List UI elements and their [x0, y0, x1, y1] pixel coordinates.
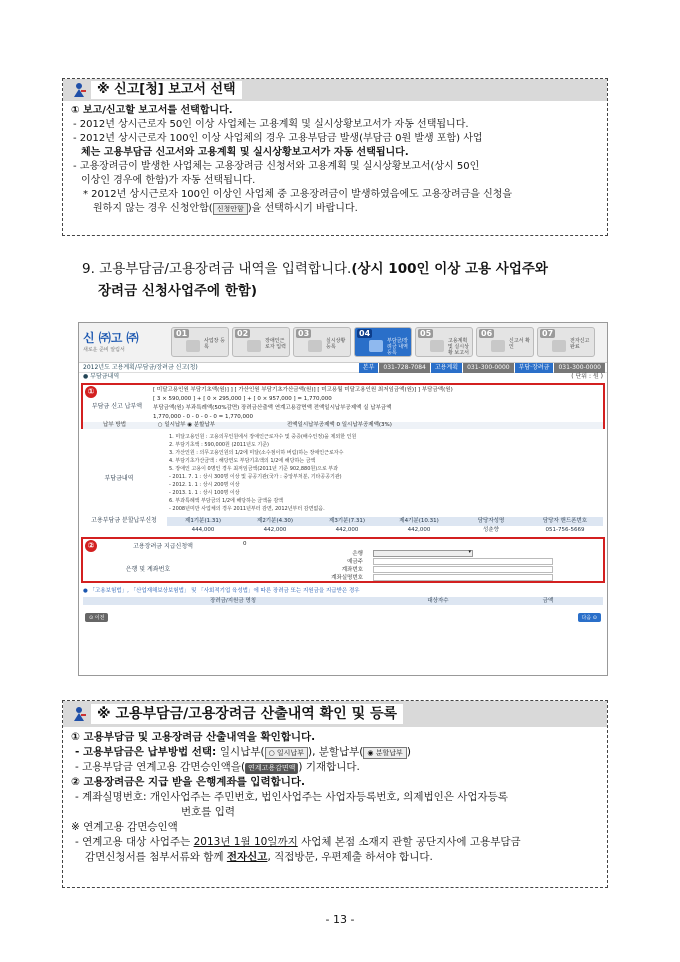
levy-formula-head: [ 미달고용인원 부담기초액(원)] ] [ 가산인원 부담기초가산금액(원)] [ 미고용월 미달고용인원 최저임금액(원)] ] 부담금액(원) [153, 387, 453, 393]
subtitle-text: ● 부담금내역 [83, 373, 120, 380]
quarter-head: 제2기분(4.30) [257, 518, 293, 524]
no-apply-button-sample: 신청안함 [213, 203, 248, 215]
pointer-figure-icon [71, 82, 87, 98]
step-icon [186, 340, 200, 352]
step-label: 부담금/장려금 내역등록 [387, 338, 409, 356]
bank-field-label: 계좌실명번호 [331, 575, 363, 581]
detail-line: 1. 미달고용인원 : 고용의무인원에서 장애인근로자수 및 중증(배수인정)을 제외한 인원 [169, 434, 357, 440]
levy-formula-values: [ 3 × 590,000 ] + [ 0 × 295,000 ] + [ 0 × 957,000 ] = 1,770,000 [153, 396, 332, 402]
detail-line: - 2008년미만 사업체의 경우 2011년부터 감면, 2012년부터 감면없음. [169, 506, 325, 512]
contact-tab: 고용계획 [431, 363, 462, 373]
account-number-input[interactable] [373, 566, 553, 573]
bank-field-label: 은행 [352, 551, 363, 557]
contact-tab: 본부 [359, 363, 379, 373]
highlight-frame-1 [81, 383, 605, 429]
quarter-value: 442,000 [263, 527, 287, 533]
form-screenshot [78, 322, 608, 676]
text-span: 사업체 본점 소재지 관할 공단지사에 고용부담금 [297, 836, 521, 848]
detail-line: - 2012. 1. 1 : 상시 200명 이상 [169, 482, 240, 488]
quarter-head: 제1기분(1.31) [185, 518, 221, 524]
text-line: 이상인 경우에 한함)가 자동 선택됩니다. [81, 175, 256, 186]
unit-label: ( 단위 : 원 ) [571, 373, 603, 380]
chevron-down-icon: ▾ [468, 549, 471, 555]
next-icon: ⊙ [591, 615, 597, 621]
quarter-value: 442,000 [407, 527, 431, 533]
column-header: 금액 [542, 598, 554, 604]
text-span: 원하지 않는 경우 신청안함( [93, 203, 213, 214]
contact-tab: 031-728-7084 [379, 363, 430, 373]
text-line [71, 850, 599, 865]
text-span: - 연계고용 대상 사업주는 [75, 836, 194, 848]
column-header: 장려금/지원금 명칭 [209, 598, 257, 604]
quarter-head: 제3기분(7.31) [329, 518, 365, 524]
logo [83, 329, 139, 353]
step-tab-03[interactable] [293, 327, 351, 357]
detail-line: - 2013. 1. 1 : 상시 100명 이상 [169, 490, 240, 496]
text-span: ) [406, 746, 411, 758]
incentive-value: 0 [243, 541, 247, 547]
text-span: ) 기재합니다. [298, 761, 360, 773]
text-line: 번호를 입력 [181, 806, 236, 818]
step-label: 고용계획 및 실시상황 보고서 [448, 338, 469, 356]
step-label: 신고서 확인 [509, 338, 530, 350]
contact-phone: 051-756-5669 [545, 527, 585, 533]
step-number: 07 [542, 329, 554, 338]
detail-line: 3. 가산인원 : 의무고용인원의 1/2에 미달(소수점이하 버림)하는 장애인근로자수 [169, 450, 344, 456]
text-line: - 고용장려금이 발생한 사업체는 고용장려금 신청서와 고용계획 및 실시상황보고서(상시 50인 [73, 161, 480, 172]
step-tab-02[interactable] [232, 327, 290, 357]
lump-sum-radio-sample: ○ 일시납부 [265, 747, 308, 759]
step-tab-04[interactable] [354, 327, 412, 357]
step-label: 사업장 등록 [204, 338, 225, 350]
logo-text: 신 ㈜고 ㈜ [83, 331, 139, 345]
text-line: 체는 고용부담금 신고서와 고용계획 및 실시상황보고서가 자동 선택됩니다. [81, 147, 409, 158]
contact-tab: 031-300-0000 [463, 363, 514, 373]
marker-2: ② [85, 540, 97, 552]
quarter-value: 442,000 [335, 527, 359, 533]
detail-line: 5. 장애인 고용이 0명인 경우 최저임금액(2011년 기준 902,880원)으로 부과 [169, 466, 339, 472]
quarter-head: 담당자 핸드폰번호 [542, 518, 588, 524]
form-title: 2012년도 고용계획/부담금/장려금 신고(청) [83, 364, 198, 371]
step-icon [491, 340, 505, 352]
step-icon [308, 340, 322, 352]
text-span: - 고용부담금 연계고용 감면승인액을( [75, 761, 246, 773]
payment-method-radio[interactable]: ○ 일시납부 ◉ 분할납부 [157, 422, 216, 428]
step-tab-07[interactable] [537, 327, 595, 357]
text-line [71, 760, 599, 775]
subsidy-table-header [83, 597, 603, 605]
detail-line: 2. 부담기초액 : 590,000원 (2011년도 기준) [169, 442, 270, 448]
step-tab-01[interactable] [171, 327, 229, 357]
detail-line: 6. 부과특례액 부담금의 1/2에 해당하는 금액을 감액 [169, 498, 284, 504]
prev-icon: ⊙ [89, 615, 95, 621]
payment-method-label: 납부 방법 [103, 422, 127, 428]
box-heading: ※ 연계고용 감면승인액 [71, 821, 178, 833]
text-line: - 2012년 상시근로자 100인 이상 사업체의 경우 고용부담금 발생(부담금 0원 발생 포함) 사업 [73, 133, 483, 144]
installment-radio-sample: ◉ 분할납부 [363, 747, 406, 759]
quarter-value: 444,000 [191, 527, 215, 533]
prev-label: 이전 [94, 615, 105, 621]
levy-confirm-box [62, 700, 608, 888]
detail-line: - 2011. 7. 1 : 상시 300명 이상 및 공공기관(국가 : 중앙부처분, 기타공공기관) [169, 474, 342, 480]
step-text-bold: (상시 100인 이상 고용 사업주와 [351, 261, 548, 277]
box-heading: ① 고용부담금 및 고용장려금 산출내역을 확인합니다. [71, 731, 316, 743]
contact-name: 성춘향 [483, 527, 499, 533]
quarter-head: 담당자성명 [477, 518, 505, 524]
step-number: 05 [420, 329, 432, 338]
text-line: * 2012년 상시근로자 100인 이상인 사업체 중 고용장려금이 발생하였음에도 고용장려금을 신청을 [83, 189, 513, 200]
quarter-head: 제4기분(10.31) [399, 518, 439, 524]
box-header [63, 701, 607, 727]
next-label: 다음 [581, 615, 592, 621]
text-span: 감면신청서를 첨부서류와 함께 [85, 851, 227, 863]
installment-table [167, 517, 603, 535]
text-span: ), 분할납부( [307, 746, 364, 758]
levy-detail-label: 부담금내역 [104, 475, 134, 482]
step-number: 02 [237, 329, 249, 338]
step-tab-06[interactable] [476, 327, 534, 357]
step-icon [552, 340, 566, 352]
text-span: 일시납부( [219, 746, 265, 758]
step-label: 장애인근로자 입력 [265, 338, 286, 350]
linked-employment-button-sample: 연계고용감면액 [245, 763, 298, 774]
column-header: 대상자수 [427, 598, 449, 604]
logo-subtext: 새로운 준비 알림서 [83, 347, 125, 353]
step-number: 01 [176, 329, 188, 338]
pointer-figure-icon [71, 706, 87, 722]
box-title: ※ 고용부담금/고용장려금 산출내역 확인 및 등록 [91, 704, 403, 724]
bank-select[interactable] [373, 550, 473, 557]
levy-breakdown-values: 1,770,000 - 0 - 0 - 0 - 0 = 1,770,000 [153, 414, 254, 420]
bank-field-label: 계좌번호 [341, 567, 363, 573]
contact-tab: 031-300-0000 [554, 363, 605, 373]
contact-tab: 부담·장려금 [515, 363, 554, 373]
section-subtitle [79, 373, 607, 381]
text-span: - 고용부담금은 납부방법 선택: [75, 746, 220, 758]
levy-label: 부담금 신고 납부액 [91, 403, 143, 410]
report-selection-box [62, 78, 608, 236]
text-line [71, 745, 599, 760]
page-number: - 13 - [325, 913, 355, 926]
incentive-label: 고용장려금 지급신청액 [133, 543, 193, 550]
highlight-frame-2 [81, 537, 605, 583]
account-holder-input[interactable] [373, 558, 553, 565]
step-number: 06 [481, 329, 493, 338]
installment-label: 고용부담금 분할납부신청 [91, 517, 157, 524]
levy-detail-list [169, 433, 356, 513]
step-tab-05[interactable] [415, 327, 473, 357]
text-line: - 계좌실명번호: 개인사업주는 주민번호, 법인사업주는 사업자등록번호, 의제법인은 사업자등록 [75, 791, 508, 803]
text-line [71, 202, 599, 216]
step-9-instruction [82, 258, 622, 302]
next-button[interactable] [578, 613, 601, 622]
payment-method-row [83, 422, 603, 429]
account-id-input[interactable] [373, 574, 553, 581]
deadline-text: 2013년 1월 10일까지 [193, 836, 298, 848]
step-icon [430, 340, 444, 352]
bank-account-label: 은행 및 계좌번호 [125, 566, 171, 573]
subsidy-notice: ● 「고용보험법」, 「산업재해보상보험법」 및 「사회적기업 육성법」에 따른 장려금 또는 지원금을 지급받은 경우 [83, 588, 360, 594]
e-filing-text: 전자신고 [226, 851, 268, 863]
levy-breakdown-head: 부담금액(원) 부과특례액(50%감면) 장려금산출액 연계고용감면액 전액일시납부공제액 실 납부금액 [153, 405, 392, 411]
step-label: 전자신고 완료 [570, 338, 590, 350]
text-line: - 2012년 상시근로자 50인 이상 사업체는 고용계획 및 실시상황보고서가 자동 선택됩니다. [73, 119, 469, 130]
detail-line: 4. 부담기초가산금액 : 해당연도 부담기초액의 1/2에 해당하는 금액 [169, 458, 316, 464]
step-text: 9. 고용부담금/고용장려금 내역을 입력합니다. [82, 261, 352, 277]
box-header [63, 79, 607, 101]
prev-button[interactable] [85, 613, 108, 622]
text-span: , 직접방문, 우편제출 하셔야 합니다. [267, 851, 433, 863]
step-icon [369, 340, 383, 352]
bank-field-label: 예금주 [347, 559, 363, 565]
box-heading: ① 보고/신고할 보고서를 선택합니다. [71, 105, 233, 116]
step-number: 03 [298, 329, 310, 338]
text-span: )을 선택하시기 바랍니다. [247, 203, 358, 214]
form-titlebar [79, 363, 607, 373]
box-heading: ② 고용장려금은 지급 받을 은행계좌를 입력합니다. [71, 776, 306, 788]
lump-sum-deduction: 전액일시납부공제액 0 일시납부공제액(3%) [286, 422, 392, 428]
step-icon [247, 340, 261, 352]
marker-1: ① [85, 386, 97, 398]
step-label: 실시상황 등록 [326, 338, 346, 350]
step-navigation [79, 323, 607, 363]
step-number: 04 [359, 329, 371, 338]
step-text-bold: 장려금 신청사업주에 한함) [98, 283, 258, 299]
text-line [71, 835, 599, 850]
box-title: ※ 신고[청] 보고서 선택 [91, 81, 242, 99]
